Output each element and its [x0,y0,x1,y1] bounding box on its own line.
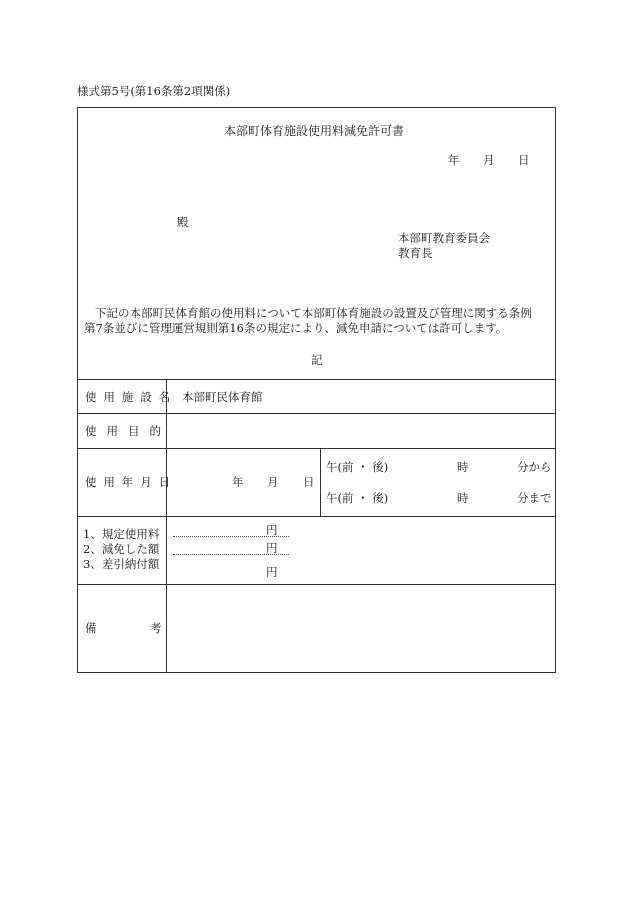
issue-date-day: 日 [518,153,530,167]
body-text-line-1: 下記の本部町民体育館の使用料について本部町体育施設の設置及び管理に関する条例 [95,306,532,320]
facility-value: 本部町民体育館 [182,390,263,404]
remarks-label-left: 備 [85,621,97,635]
row-divider-3 [78,516,555,517]
purpose-label-char: 的 [149,424,161,438]
addressee-suffix: 殿 [177,215,189,229]
row-divider-1 [78,413,555,414]
purpose-label-char: 使 [85,424,97,438]
remarks-label-right: 考 [150,621,162,635]
issue-date-month: 月 [483,153,495,167]
row-divider-2 [78,448,555,449]
facility-label: 使用施設名 [85,390,177,404]
purpose-label-char: 用 [106,424,118,438]
use-date-year: 年 [232,475,244,489]
form-frame [77,107,556,673]
use-date-month: 月 [267,475,279,489]
start-minute: 分から [517,460,552,474]
time-column-divider [320,448,321,516]
body-text-line-2: 第7条並びに管理運営規則第16条の規定により、減免申請については許可します。 [84,321,508,335]
fee-unit-reduction: 円 [266,541,278,555]
start-hour: 時 [457,460,469,474]
table-top-rule [78,379,555,380]
issue-date-year: 年 [448,153,460,167]
label-column-divider [166,379,167,673]
end-minute: 分まで [517,491,552,505]
issuer-role: 教育長 [398,246,433,260]
end-hour: 時 [457,491,469,505]
end-ampm: 午(前 ・ 後) [326,491,389,505]
record-heading: 記 [311,353,323,367]
row-divider-4 [78,584,555,585]
fee-unit-payable: 円 [266,565,278,579]
issuer-org: 本部町教育委員会 [398,231,490,245]
purpose-label-char: 目 [128,424,140,438]
start-ampm: 午(前 ・ 後) [326,460,389,474]
fee-item-reduction: 2、減免した額 [83,542,160,556]
fee-unit-regular: 円 [266,523,278,537]
document-title: 本部町体育施設使用料減免許可書 [224,124,405,138]
fee-item-regular: 1、規定使用料 [83,527,160,541]
fee-item-payable: 3、差引納付額 [83,557,160,571]
use-date-label: 使用年月日 [85,475,177,489]
purpose-label [85,424,161,438]
use-date-day: 日 [303,475,315,489]
form-number: 様式第5号(第16条第2項関係) [77,84,231,98]
